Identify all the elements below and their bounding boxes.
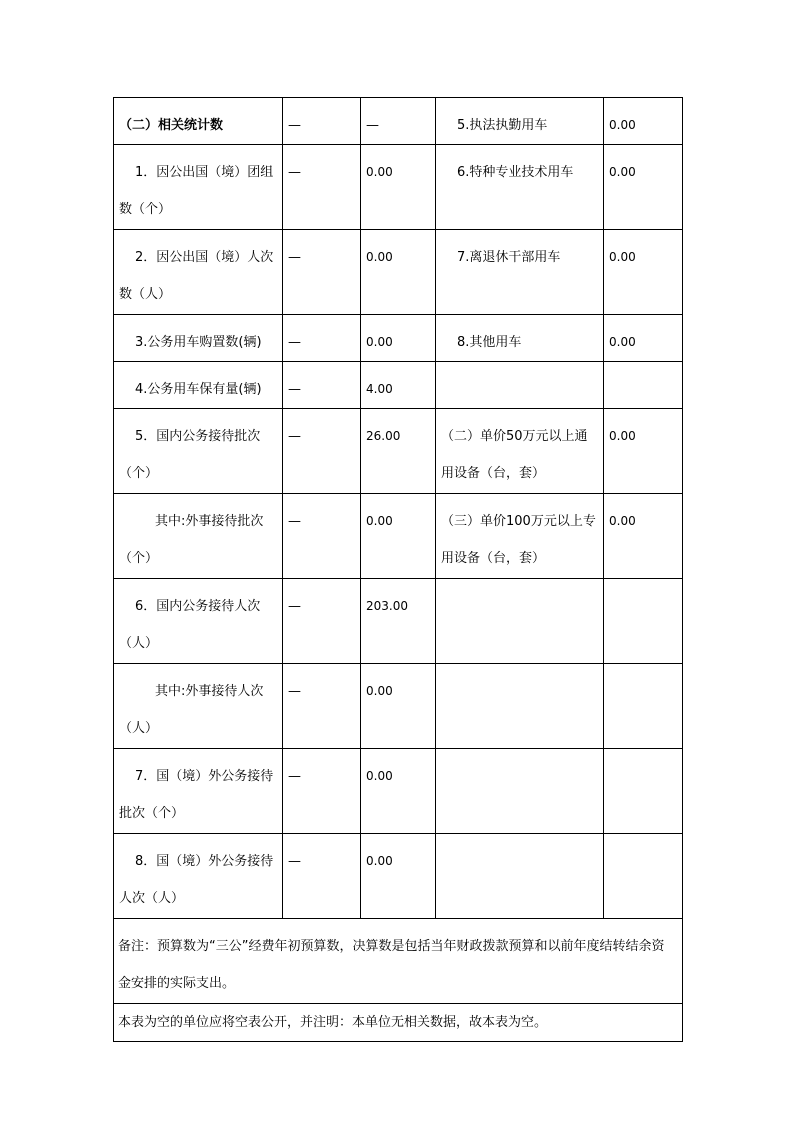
- table-row: [114, 315, 683, 362]
- cell-budget: —: [283, 409, 361, 494]
- row-label: 3.公务用车购置数(辆): [114, 315, 283, 362]
- cell-empty: [604, 362, 683, 409]
- cell-vehicle-value: 0.00: [604, 315, 683, 362]
- row-label: 1．因公出国（境）团组数（个）: [114, 145, 283, 230]
- cell-budget: —: [283, 749, 361, 834]
- cell-equipment-value: 0.00: [604, 409, 683, 494]
- cell-actual: 4.00: [361, 362, 436, 409]
- table-row: [114, 409, 683, 494]
- cell-vehicle-label: 6.特种专业技术用车: [436, 145, 604, 230]
- empty-table-note: 本表为空的单位应将空表公开，并注明：本单位无相关数据，故本表为空。: [114, 1004, 683, 1042]
- table-row: [114, 230, 683, 315]
- cell-empty: [436, 834, 604, 919]
- cell-budget: —: [283, 315, 361, 362]
- table-row: [114, 579, 683, 664]
- cell-equipment-value: 0.00: [604, 494, 683, 579]
- cell-actual: —: [361, 98, 436, 145]
- row-label: 8．国（境）外公务接待人次（人）: [114, 834, 283, 919]
- row-label: 4.公务用车保有量(辆): [114, 362, 283, 409]
- cell-empty: [436, 579, 604, 664]
- row-label: 其中:外事接待批次（个）: [114, 494, 283, 579]
- table-row: [114, 919, 683, 1004]
- cell-budget: —: [283, 664, 361, 749]
- cell-vehicle-value: 0.00: [604, 98, 683, 145]
- row-label: 7．国（境）外公务接待批次（个）: [114, 749, 283, 834]
- table-row: [114, 834, 683, 919]
- table-row: [114, 145, 683, 230]
- cell-actual: 0.00: [361, 494, 436, 579]
- cell-budget: —: [283, 834, 361, 919]
- cell-vehicle-value: 0.00: [604, 230, 683, 315]
- row-label: 5．国内公务接待批次（个）: [114, 409, 283, 494]
- cell-actual: 203.00: [361, 579, 436, 664]
- cell-actual: 0.00: [361, 834, 436, 919]
- cell-empty: [604, 834, 683, 919]
- cell-empty: [436, 664, 604, 749]
- cell-empty: [436, 362, 604, 409]
- row-label: 其中:外事接待人次（人）: [114, 664, 283, 749]
- cell-actual: 0.00: [361, 749, 436, 834]
- table-row: [114, 362, 683, 409]
- cell-budget: —: [283, 145, 361, 230]
- table-row: [114, 1004, 683, 1042]
- cell-empty: [604, 579, 683, 664]
- cell-empty: [436, 749, 604, 834]
- cell-budget: —: [283, 230, 361, 315]
- table-row: [114, 749, 683, 834]
- cell-actual: 0.00: [361, 664, 436, 749]
- cell-vehicle-label: 8.其他用车: [436, 315, 604, 362]
- table-row: [114, 664, 683, 749]
- cell-actual: 0.00: [361, 315, 436, 362]
- cell-vehicle-label: 7.离退休干部用车: [436, 230, 604, 315]
- cell-budget: —: [283, 494, 361, 579]
- cell-vehicle-value: 0.00: [604, 145, 683, 230]
- table-row: [114, 494, 683, 579]
- cell-budget: —: [283, 98, 361, 145]
- table-row: [114, 98, 683, 145]
- cell-budget: —: [283, 362, 361, 409]
- row-label: 2．因公出国（境）人次数（人）: [114, 230, 283, 315]
- remark-note: 备注：预算数为“三公”经费年初预算数，决算数是包括当年财政拨款预算和以前年度结转结余资金安排的实际支出。: [114, 919, 683, 1004]
- cell-budget: —: [283, 579, 361, 664]
- statistics-table: [113, 97, 683, 1042]
- cell-equipment-label: （二）单价50万元以上通用设备（台，套）: [436, 409, 604, 494]
- cell-vehicle-label: 5.执法执勤用车: [436, 98, 604, 145]
- row-label: （二）相关统计数: [114, 98, 283, 145]
- cell-actual: 0.00: [361, 230, 436, 315]
- cell-actual: 0.00: [361, 145, 436, 230]
- cell-equipment-label: （三）单价100万元以上专用设备（台，套）: [436, 494, 604, 579]
- cell-empty: [604, 749, 683, 834]
- cell-empty: [604, 664, 683, 749]
- cell-actual: 26.00: [361, 409, 436, 494]
- row-label: 6．国内公务接待人次（人）: [114, 579, 283, 664]
